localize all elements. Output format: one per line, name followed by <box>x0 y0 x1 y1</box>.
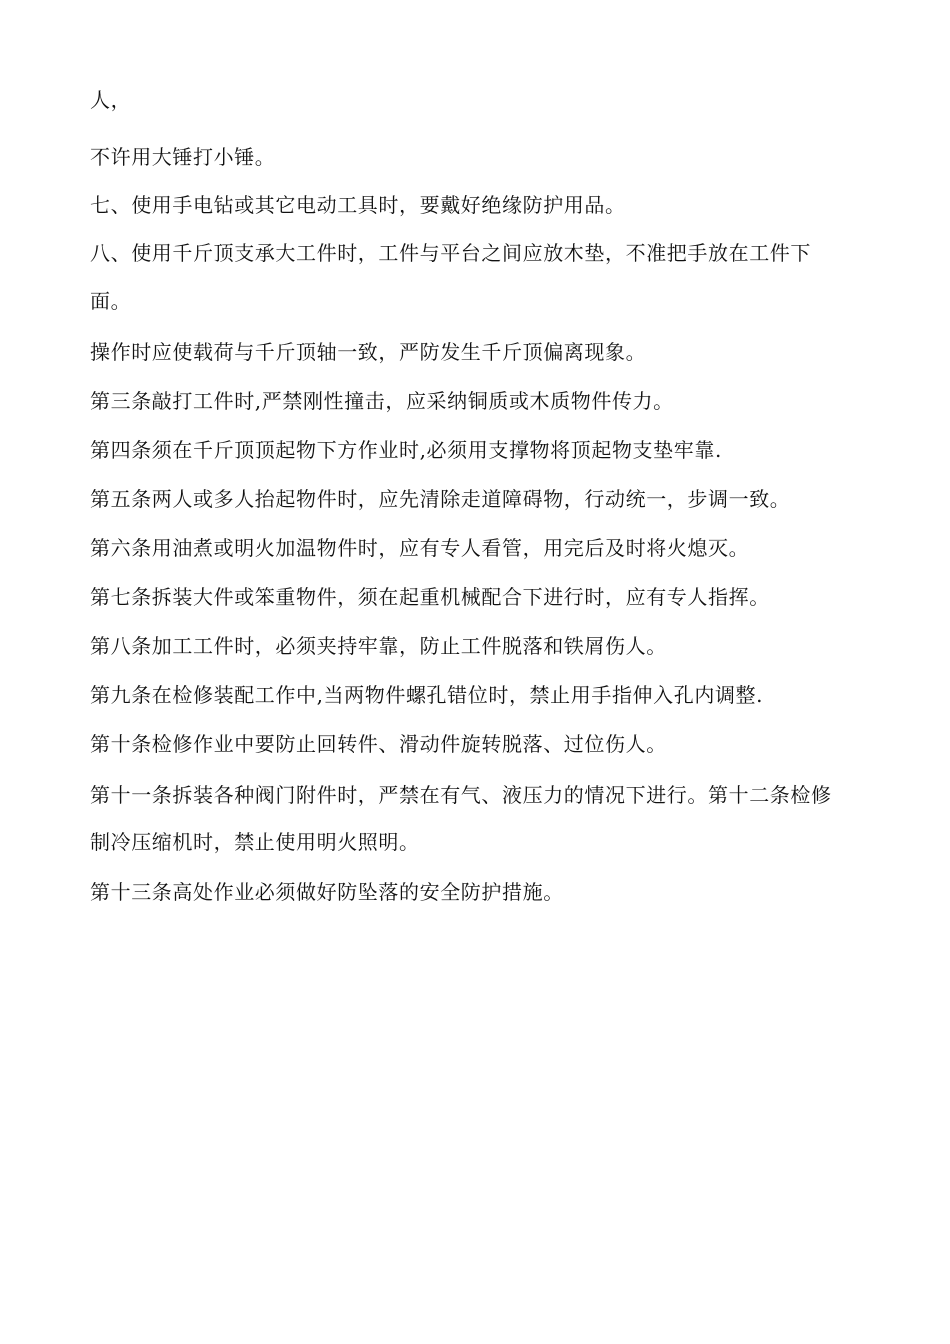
text-line-14: 第十条检修作业中要防止回转件、滑动件旋转脱落、过位伤人。 <box>90 732 667 756</box>
text-line-7: 第三条敲打工件时,严禁刚性撞击，应采纳铜质或木质物件传力。 <box>90 389 674 413</box>
text-line-6: 操作时应使载荷与千斤顶轴一致，严防发生千斤顶偏离现象。 <box>90 340 647 364</box>
text-line-10: 第六条用油煮或明火加温物件时，应有专人看管，用完后及时将火熄灭。 <box>90 536 750 560</box>
text-line-3: 七、使用手电钻或其它电动工具时，要戴好绝缘防护用品。 <box>90 193 626 217</box>
text-line-5: 面。 <box>90 289 132 313</box>
text-line-2: 不许用大锤打小锤。 <box>90 145 276 169</box>
text-line-9: 第五条两人或多人抬起物件时，应先清除走道障碍物，行动统一，步调一致。 <box>90 487 791 511</box>
text-line-8: 第四条须在千斤顶顶起物下方作业时,必须用支撑物将顶起物支垫牢靠. <box>90 438 722 462</box>
text-line-12: 第八条加工工件时，必须夹持牢靠，防止工件脱落和铁屑伤人。 <box>90 634 667 658</box>
text-line-1: 人， <box>90 88 132 112</box>
text-line-15: 第十一条拆装各种阀门附件时，严禁在有气、液压力的情况下进行。第十二条检修 <box>90 783 832 807</box>
text-line-13: 第九条在检修装配工作中,当两物件螺孔错位时，禁止用手指伸入孔内调整. <box>90 683 764 707</box>
text-line-4: 八、使用千斤顶支承大工件时，工件与平台之间应放木垫，不准把手放在工件下 <box>90 241 811 265</box>
text-line-11: 第七条拆装大件或笨重物件，须在起重机械配合下进行时，应有专人指挥。 <box>90 585 770 609</box>
text-line-16: 制冷压缩机时，禁止使用明火照明。 <box>90 830 420 854</box>
text-line-17: 第十三条高处作业必须做好防坠落的安全防护措施。 <box>90 880 564 904</box>
